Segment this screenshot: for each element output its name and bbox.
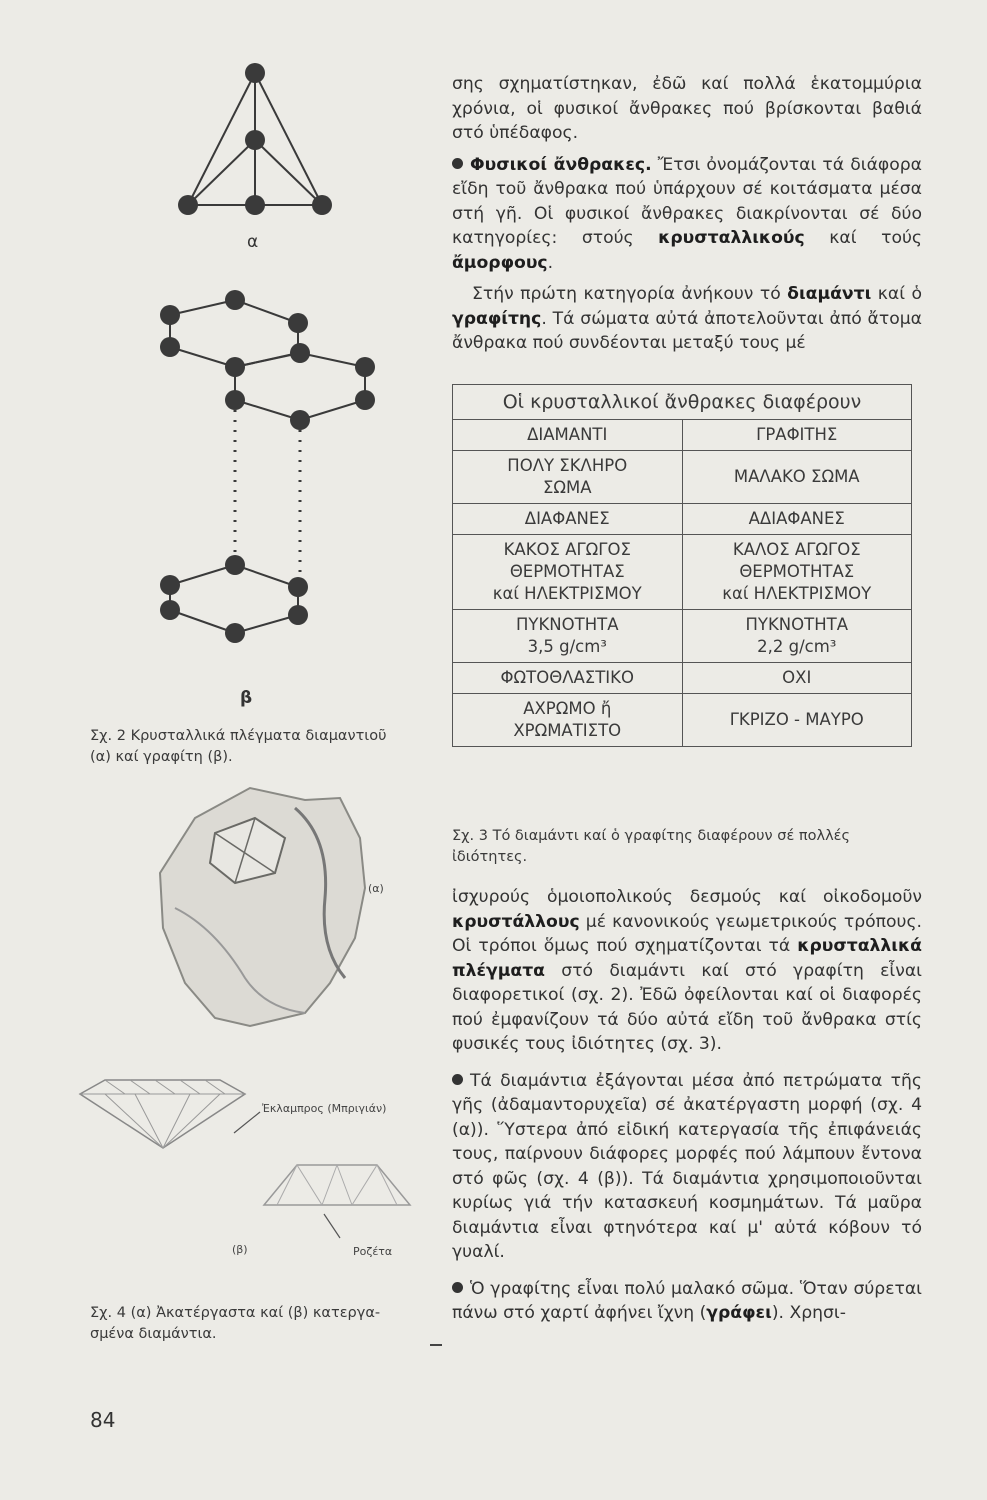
table-cell-diamond: ΠΥΚΝΟΤΗΤΑ 3,5 g/cm³ [453,610,683,663]
table-header-diamond: ΔΙΑΜΑΝΤΙ [453,420,683,451]
table-title: Οἱ κρυσταλλικοί ἄνθρακες διαφέρουν [453,385,912,420]
figure4-caption [90,1303,430,1345]
rough-diamond-photo [155,778,380,1033]
figure4-caption-line1: Σχ. 4 (α) Ἀκατέργαστα καί (β) κατεργα- [90,1305,381,1321]
graphite-lattice-diagram [150,285,390,655]
table-cell-graphite: ΜΑΛΑΚΟ ΣΩΜΑ [682,451,912,504]
table-row [453,504,912,535]
paragraph-crystalline: Στήν πρώτη κατηγορία ἀνήκουν τό διαμάντι καί ὁ γραφίτης. Τά σώματα αὐτά ἀποτελοῦνται ἀπό ἄτομα ἄνθρακα πού συνδέονται μεταξύ τους μέ [452,284,922,353]
table-cell-diamond: ΠΟΛΥ ΣΚΛΗΡΟ ΣΩΜΑ [453,451,683,504]
table-row [453,535,912,610]
bullet-icon [452,1282,463,1293]
table-cell-graphite: ΓΚΡΙΖΟ - ΜΑΥΡΟ [682,694,912,747]
table-cell-graphite: ΠΥΚΝΟΤΗΤΑ 2,2 g/cm³ [682,610,912,663]
figure2-caption-line2: (α) καί γραφίτη (β). [90,749,233,765]
table-header-graphite: ΓΡΑΦΙΤΗΣ [682,420,912,451]
table-row [453,610,912,663]
table-cell-diamond: ΦΩΤΟΘΛΑΣΤΙΚΟ [453,663,683,694]
figure4-label-a: (α) [368,882,384,895]
margin-dash-mark [430,1344,442,1346]
heading-natural-carbons: Φυσικοί ἄνθρακες. [470,154,652,175]
table-row [453,663,912,694]
paragraph-formation: σης σχηματίστηκαν, ἐδῶ καί πολλά ἑκατομμύρια χρόνια, οἱ φυσικοί ἄνθρακες πού βρίσκονται βαθιά στό ὑπέδαφος. [452,74,922,143]
text-column-top [452,72,922,363]
rosette-pointer-line [322,1212,342,1240]
figure2-caption [90,726,430,768]
paragraph-bonds: ἰσχυρούς ὁμοιοπολικούς δεσμούς καί οἰκοδομοῦν κρυστάλλους μέ κανονικούς γεωμετρικούς τρόπους. Οἱ τρόποι ὅμως πού σχηματίζονται τά κρυσταλλικά πλέγματα στό διαμάντι καί στό γραφίτη εἶναι διαφορετικοί (σχ. 2). Ἐδῶ ὀφείλονται καί οἱ διαφορές πού ἐμφανίζουν τά δύο αὐτά εἴδη τοῦ ἄνθρακα στίς φυσικές τους ἰδιότητες (σχ. 3). [452,887,922,1054]
table-row [453,694,912,747]
text-column-bottom [452,885,922,1333]
bullet-icon [452,158,463,169]
figure4-brilliant-label: Ἐκλαμπρος (Μπριγιάν) [262,1102,387,1115]
table-cell-diamond: ΑΧΡΩΜΟ ἤ ΧΡΩΜΑΤΙΣΤΟ [453,694,683,747]
figure2-caption-line1: Σχ. 2 Κρυσταλλικά πλέγματα διαμαντιοῦ [90,728,387,744]
rosette-cut-diamond-drawing [262,1160,412,1210]
figure3-caption-line2: ἰδιότητες. [452,849,528,865]
table-cell-graphite: ΑΔΙΑΦΑΝΕΣ [682,504,912,535]
page-number: 84 [90,1408,116,1432]
figure4-caption-line2: σμένα διαμάντια. [90,1326,217,1342]
paragraph-graphite: Ὁ γραφίτης εἶναι πολύ μαλακό σῶμα. Ὅταν σύρεται πάνω στό χαρτί ἀφήνει ἴχνη (γράφει). Χρησι- [452,1278,922,1323]
table-cell-diamond: ΚΑΚΟΣ ΑΓΩΓΟΣ ΘΕΡΜΟΤΗΤΑΣ καί ΗΛΕΚΤΡΙΣΜΟΥ [453,535,683,610]
brilliant-cut-diamond-drawing [75,1072,250,1152]
diamond-lattice-diagram [160,55,360,215]
comparison-table [452,384,912,747]
table-cell-graphite: ΚΑΛΟΣ ΑΓΩΓΟΣ ΘΕΡΜΟΤΗΤΑΣ καί ΗΛΕΚΤΡΙΣΜΟΥ [682,535,912,610]
brilliant-pointer-line [232,1110,262,1135]
table-cell-diamond: ΔΙΑΦΑΝΕΣ [453,504,683,535]
table-cell-graphite: ΟΧΙ [682,663,912,694]
table-row [453,451,912,504]
paragraph-natural-carbons: Φυσικοί ἄνθρακες. Ἔτσι ὀνομάζονται τά διάφορα εἴδη τοῦ ἄνθρακα πού ὑπάρχουν σέ κοιτάσματα μέσα στή γῆ. Οἱ φυσικοί ἄνθρακες διακρίνονται σέ δύο κατηγορίες: στούς κρυσταλλικούς καί τούς ἄμορφους. [452,154,923,273]
figure3-caption-line1: Σχ. 3 Τό διαμάντι καί ὁ γραφίτης διαφέρουν σέ πολλές [452,828,851,844]
figure2-label-a: α [247,232,259,252]
figure4-rosette-label: Ροζέτα [353,1245,393,1258]
bullet-icon [452,1074,463,1085]
figure4-label-b: (β) [232,1243,248,1256]
paragraph-diamonds: Τά διαμάντια ἐξάγονται μέσα ἀπό πετρώματα τῆς γῆς (ἀδαμαντορυχεῖα) σέ ἀκατέργαστη μορφή (σχ. 4 (α)). Ὕστερα ἀπό εἰδική κατεργασία τῆς ἐπιφάνειάς τους, παίρνουν διάφορες μορφές πού λάμπουν ἔντονα στό φῶς (σχ. 4 (β)). Τά διαμάντια χρησιμοποιοῦνται κυρίως γιά τήν κατασκευή κοσμημάτων. Τά μαῦρα διαμάντια εἶναι φτηνότερα καί μ' αὐτά κόβουν τό γυαλί. [452,1070,922,1262]
figure3-caption [452,826,922,868]
figure2-label-b: β [240,688,253,708]
